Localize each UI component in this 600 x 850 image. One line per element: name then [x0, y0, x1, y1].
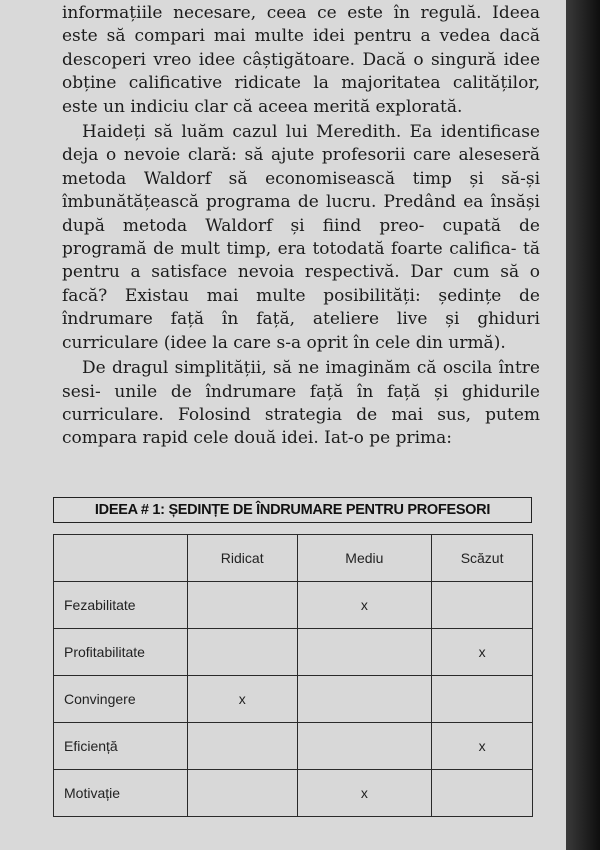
table-row: [54, 582, 533, 629]
book-spine-shadow: [566, 0, 600, 850]
header-cell-mediu: Mediu: [297, 535, 432, 582]
rating-cell: [187, 629, 297, 676]
rating-cell: x: [432, 629, 533, 676]
rating-cell: [297, 676, 432, 723]
text-line: tă pentru a satisface nevoia respectivă. Dar cum să o facă?: [62, 239, 540, 306]
paragraph-3: [62, 357, 540, 451]
idea-title-box: [53, 497, 532, 523]
header-cell-scazut: Scăzut: [432, 535, 533, 582]
text-line: informațiile necesare, ceea ce este în regulă. Ideea este să: [62, 3, 540, 47]
rating-cell: [187, 770, 297, 817]
row-label: Fezabilitate: [54, 582, 188, 629]
text-line: în cele din urmă).: [353, 332, 506, 353]
text-line: să economisească timp și să-și îmbunătățească programa de: [62, 168, 541, 213]
table-row: [54, 723, 533, 770]
rating-cell: [187, 723, 297, 770]
text-line: Existau mai multe posibilități: ședințe de îndrumare față în: [62, 285, 540, 330]
text-line: De dragul simplității, să ne imaginăm că oscila între sesi-: [62, 358, 540, 402]
row-label: Profitabilitate: [54, 629, 188, 676]
text-line: lucru. Predând ea însăși după metoda Waldorf și fiind preo-: [62, 192, 540, 236]
header-cell-empty: [54, 535, 188, 582]
rating-cell: x: [432, 723, 533, 770]
rating-cell: [432, 770, 533, 817]
rating-cell: [432, 582, 533, 629]
header-cell-ridicat: Ridicat: [187, 535, 297, 582]
text-line: ridicate la majoritatea calităților, este un indiciu clar că aceea: [62, 73, 540, 117]
paragraph-2: [62, 121, 540, 355]
table-row: [54, 770, 533, 817]
idea-title: IDEEA # 1: ȘEDINȚE DE ÎNDRUMARE PENTRU PROFESORI: [94, 502, 491, 518]
text-line: unile de îndrumare față în față și ghidurile curriculare.: [62, 381, 540, 425]
rating-cell: x: [297, 770, 432, 817]
table-row: [54, 676, 533, 723]
row-label: Eficiență: [54, 723, 188, 770]
table-header-row: [54, 535, 533, 582]
text-line: față, ateliere live și ghiduri curriculare (idee la care s-a oprit: [62, 309, 540, 353]
text-line: nevoie clară: să ajute profesorii care aleseseră metoda Waldorf: [62, 145, 540, 189]
text-line: compari mai multe idei pentru a vedea dacă descoperi vreo: [62, 26, 541, 70]
text-line: Haideți să luăm cazul lui Meredith. Ea identificase deja o: [62, 122, 540, 166]
paragraph-1: [62, 2, 540, 119]
rating-cell: [297, 723, 432, 770]
row-label: Convingere: [54, 676, 188, 723]
text-line: idee câștigătoare. Dacă o singură idee obține calificative: [62, 49, 541, 94]
text-line: idei. Iat-o pe prima:: [281, 428, 452, 449]
body-text: [62, 2, 540, 451]
rating-cell: [432, 676, 533, 723]
text-line: cupată de programă de mult timp, era totodată foarte califica-: [62, 215, 540, 260]
text-line: Folosind strategia de mai sus, putem compara rapid cele două: [62, 404, 540, 449]
table-row: [54, 629, 533, 676]
rating-cell: [187, 582, 297, 629]
row-label: Motivație: [54, 770, 188, 817]
text-line: merită explorată.: [313, 96, 463, 117]
rating-cell: x: [187, 676, 297, 723]
rating-table: [53, 534, 533, 817]
rating-cell: x: [297, 582, 432, 629]
rating-cell: [297, 629, 432, 676]
